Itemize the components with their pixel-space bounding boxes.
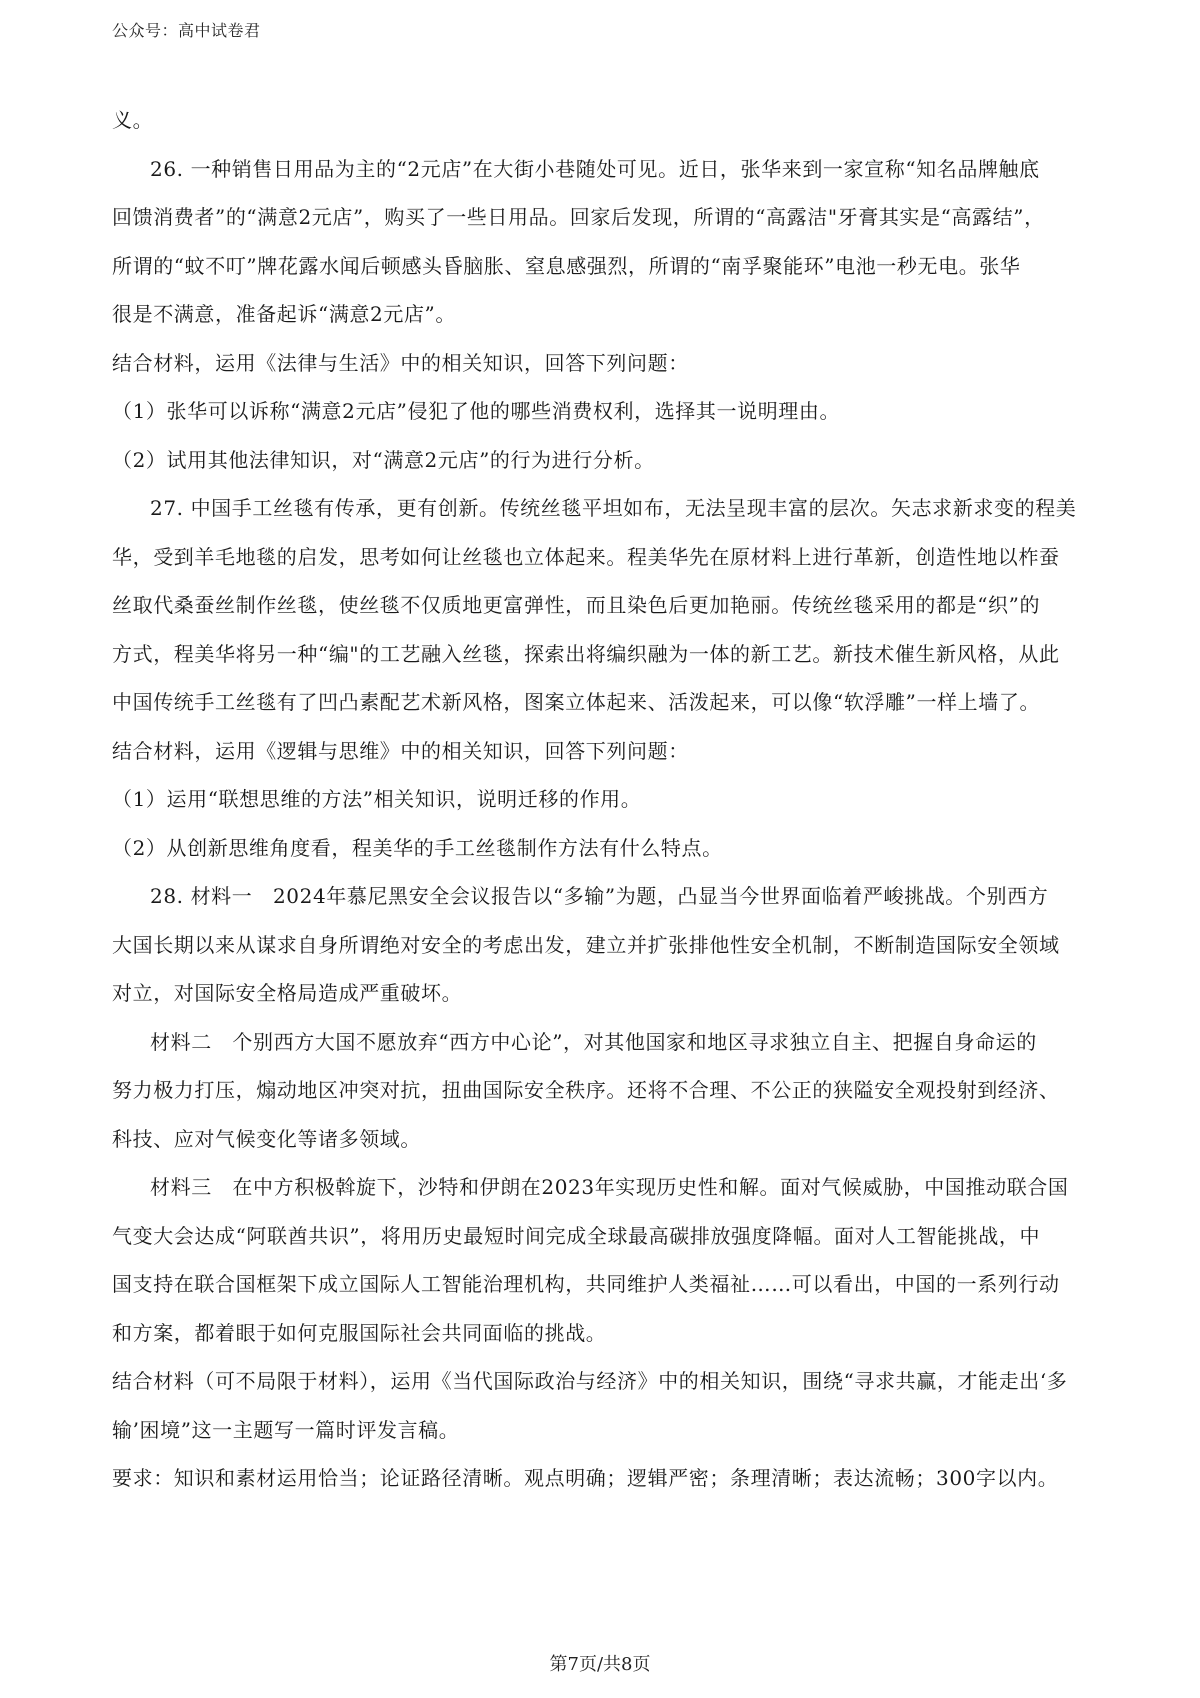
q27-material-line: 中国传统手工丝毯有了凹凸素配艺术新风格，图案立体起来、活泼起来，可以像“软浮雕”一样上墙了。 (112, 690, 1041, 714)
q26-subquestion-2: （2）试用其他法律知识，对“满意2元店”的行为进行分析。 (112, 447, 655, 472)
q28-material-3-line: 和方案，都着眼于如何克服国际社会共同面临的挑战。 (112, 1320, 607, 1345)
q26-prompt: 结合材料，运用《法律与生活》中的相关知识，回答下列问题： (112, 350, 689, 375)
q28-prompt-line: 输’困境”这一主题写一篇时评发言稿。 (112, 1417, 460, 1442)
q28-prompt-line: 结合材料（可不局限于材料），运用《当代国际政治与经济》中的相关知识，围绕“寻求共赢，才能走出‘多 (112, 1369, 1068, 1393)
q27-material-line: 丝取代桑蚕丝制作丝毯，使丝毯不仅质地更富弹性，而且染色后更加艳丽。传统丝毯采用的都是“织”的 (112, 593, 1041, 617)
q27-material-line: 华，受到羊毛地毯的启发，思考如何让丝毯也立体起来。程美华先在原材料上进行革新，创造性地以柞蚕 (112, 544, 1060, 569)
q28-material-1-line: 28. 材料一 2024年慕尼黑安全会议报告以“多输”为题，凸显当今世界面临着严峻挑战。个别西方 (150, 884, 1049, 908)
q28-material-2-line: 材料二 个别西方大国不愿放弃“西方中心论”，对其他国家和地区寻求独立自主、把握自身命运的 (150, 1029, 1037, 1054)
q27-subquestion-2: （2）从创新思维角度看，程美华的手工丝毯制作方法有什么特点。 (112, 835, 723, 860)
question-28 (112, 872, 1090, 1503)
q28-material-1-line: 对立，对国际安全格局造成严重破坏。 (112, 981, 463, 1005)
question-26 (112, 145, 1090, 485)
q28-material-1-line: 大国长期以来从谋求自身所谓绝对安全的考虑出发，建立并扩张排他性安全机制，不断制造国际安全领域 (112, 932, 1060, 957)
q28-material-3-line: 材料三 在中方积极斡旋下，沙特和伊朗在2023年实现历史性和解。面对气候威胁，中国推动联合国 (150, 1175, 1069, 1199)
q27-material-line: 27. 中国手工丝毯有传承，更有创新。传统丝毯平坦如布，无法呈现丰富的层次。矢志求新求变的程美 (150, 496, 1077, 520)
q27-prompt: 结合材料，运用《逻辑与思维》中的相关知识，回答下列问题： (112, 738, 689, 763)
q26-subquestion-1: （1）张华可以诉称“满意2元店”侵犯了他的哪些消费权利，选择其一说明理由。 (112, 399, 841, 423)
header-note: 公众号：高中试卷君 (112, 21, 261, 40)
q26-material-line: 所谓的“蚊不叮”牌花露水闻后顿感头昏脑胀、窒息感强烈，所谓的“南孚聚能环”电池一秒无电。张华 (112, 253, 1021, 278)
q28-material-2-line: 科技、应对气候变化等诸多领域。 (112, 1126, 421, 1151)
previous-answer-tail: 义。 (112, 108, 154, 132)
q27-material-line: 方式，程美华将另一种“编"的工艺融入丝毯，探索出将编织融为一体的新工艺。新技术催生新风格，从此 (112, 641, 1060, 666)
q28-material-3-line: 国支持在联合国框架下成立国际人工智能治理机构，共同维护人类福祉……可以看出，中国的一系列行动 (112, 1272, 1060, 1296)
page-number: 第7页/共8页 (549, 1654, 651, 1675)
q27-subquestion-1: （1）运用“联想思维的方法”相关知识，说明迁移的作用。 (112, 787, 642, 811)
q26-material-line: 26. 一种销售日用品为主的“2元店”在大街小巷随处可见。近日，张华来到一家宣称“知名品牌触底 (150, 156, 1040, 181)
page-content (112, 96, 1090, 1503)
q28-requirement: 要求：知识和素材运用恰当；论证路径清晰。观点明确；逻辑严密；条理清晰；表达流畅；300字以内。 (112, 1466, 1059, 1490)
q26-material-line: 很是不满意，准备起诉“满意2元店”。 (112, 302, 456, 326)
q28-material-3-line: 气变大会达成“阿联酋共识”，将用历史最短时间完成全球最高碳排放强度降幅。面对人工智能挑战，中 (112, 1223, 1041, 1248)
q28-material-2-line: 努力极力打压，煽动地区冲突对抗，扭曲国际安全秩序。还将不合理、不公正的狭隘安全观投射到经济、 (112, 1078, 1060, 1102)
question-27 (112, 484, 1090, 872)
q26-material-line: 回馈消费者”的“满意2元店”，购买了一些日用品。回家后发现，所谓的“高露洁"牙膏其实是“高露结”， (112, 205, 1045, 229)
